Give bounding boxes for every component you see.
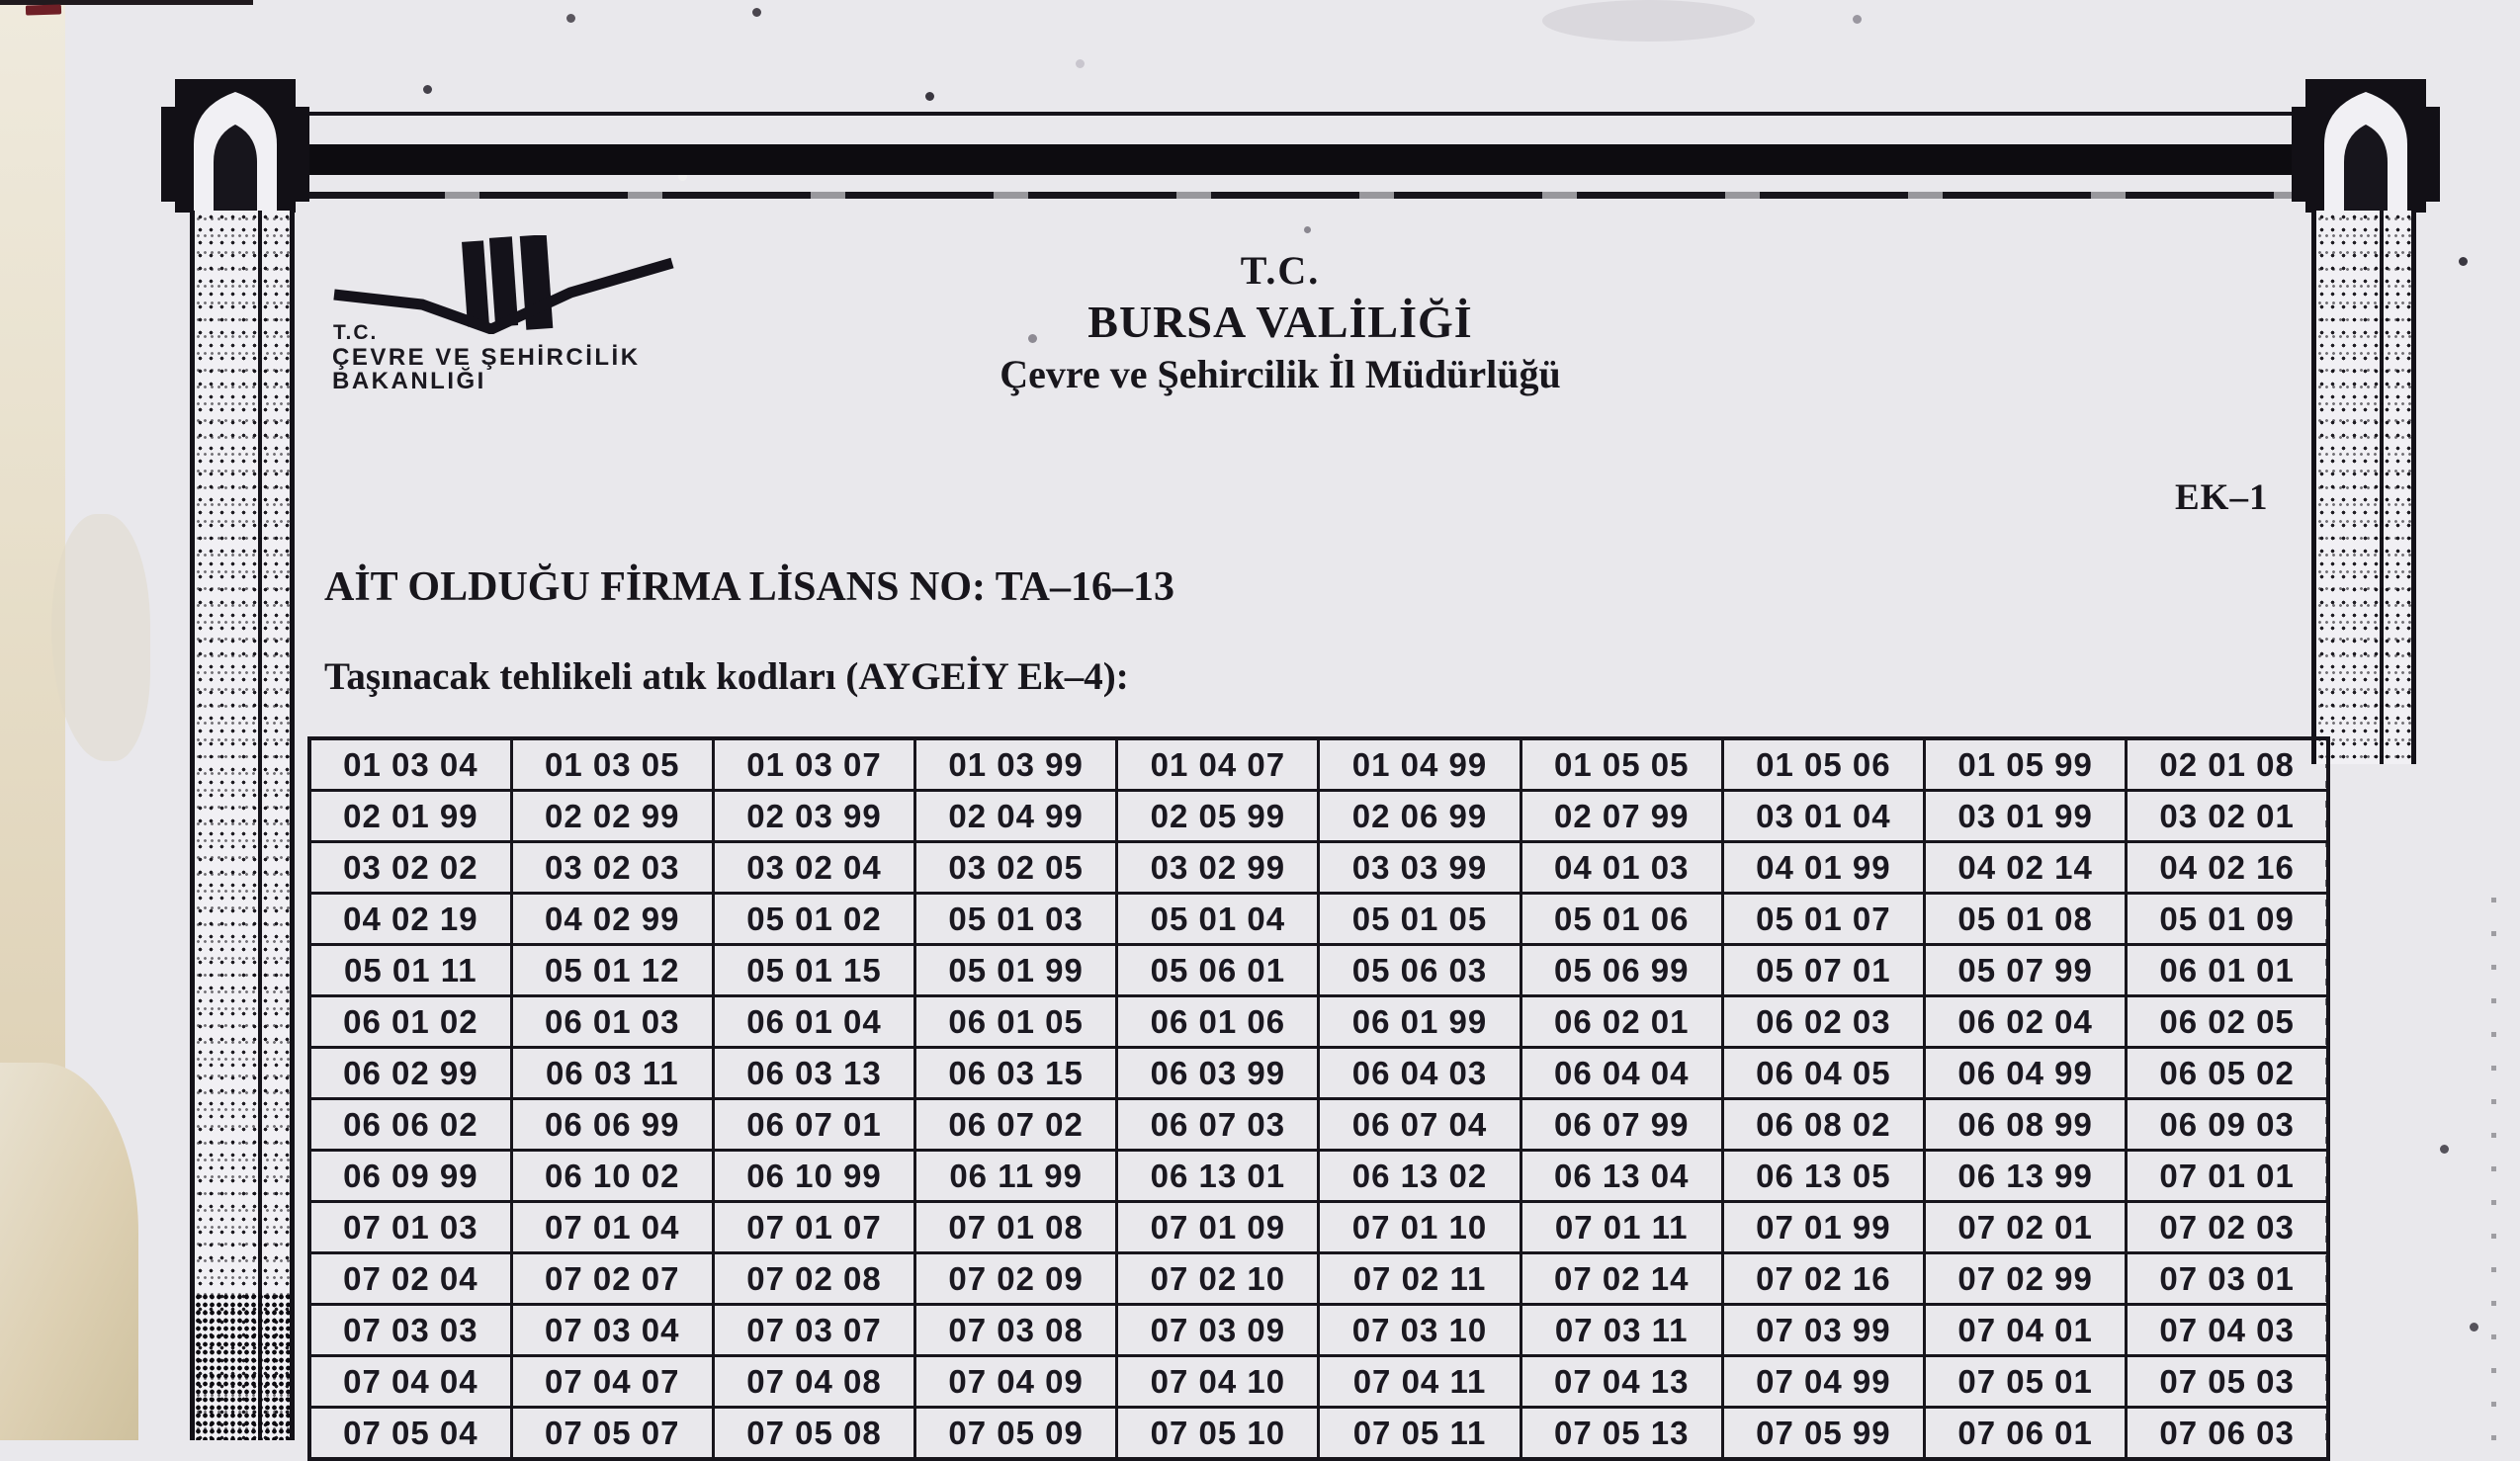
waste-code-cell: 06 01 01 — [2127, 945, 2328, 996]
right-edge-specks — [2491, 870, 2496, 1440]
waste-code-cell: 07 03 10 — [1319, 1305, 1521, 1356]
waste-code-cell: 07 01 99 — [1722, 1202, 1924, 1253]
waste-code-cell: 03 02 03 — [511, 842, 713, 894]
right-column-ornament-icon — [2292, 79, 2440, 213]
waste-code-cell: 07 05 13 — [1521, 1408, 1722, 1460]
waste-code-cell: 07 04 13 — [1521, 1356, 1722, 1408]
waste-code-cell: 02 07 99 — [1521, 791, 1722, 842]
waste-code-cell: 07 05 07 — [511, 1408, 713, 1460]
waste-code-row — [309, 1099, 2328, 1151]
waste-code-cell: 04 01 03 — [1521, 842, 1722, 894]
waste-code-cell: 06 08 99 — [1925, 1099, 2127, 1151]
ministry-logo-name-2: BAKANLIĞI — [332, 368, 486, 394]
waste-code-cell: 07 04 01 — [1925, 1305, 2127, 1356]
waste-code-cell: 07 02 99 — [1925, 1253, 2127, 1305]
waste-code-cell: 07 03 08 — [915, 1305, 1117, 1356]
waste-code-cell: 06 01 02 — [309, 996, 511, 1048]
waste-code-cell: 05 01 05 — [1319, 894, 1521, 945]
waste-code-cell: 06 07 99 — [1521, 1099, 1722, 1151]
waste-code-cell: 05 06 01 — [1117, 945, 1319, 996]
waste-code-cell: 07 05 09 — [915, 1408, 1117, 1460]
header-rule-top — [297, 112, 2296, 116]
waste-code-cell: 07 05 11 — [1319, 1408, 1521, 1460]
waste-code-cell: 07 04 03 — [2127, 1305, 2328, 1356]
waste-code-row — [309, 1202, 2328, 1253]
waste-code-cell: 05 01 03 — [915, 894, 1117, 945]
waste-code-cell: 05 06 99 — [1521, 945, 1722, 996]
waste-code-cell: 05 01 09 — [2127, 894, 2328, 945]
left-smudge — [51, 514, 150, 761]
waste-code-cell: 01 03 99 — [915, 738, 1117, 791]
waste-code-table — [307, 736, 2330, 1461]
waste-code-row — [309, 1253, 2328, 1305]
waste-code-cell: 07 01 10 — [1319, 1202, 1521, 1253]
waste-code-cell: 07 04 10 — [1117, 1356, 1319, 1408]
waste-code-cell: 05 01 02 — [713, 894, 914, 945]
waste-code-cell: 06 13 01 — [1117, 1151, 1319, 1202]
waste-code-cell: 06 04 04 — [1521, 1048, 1722, 1099]
right-column-shaft-ornament — [2311, 211, 2416, 764]
waste-code-cell: 06 01 05 — [915, 996, 1117, 1048]
waste-code-cell: 01 05 06 — [1722, 738, 1924, 791]
waste-code-cell: 05 01 08 — [1925, 894, 2127, 945]
waste-code-cell: 07 03 03 — [309, 1305, 511, 1356]
waste-code-cell: 06 01 99 — [1319, 996, 1521, 1048]
waste-code-cell: 07 02 01 — [1925, 1202, 2127, 1253]
waste-code-cell: 01 03 05 — [511, 738, 713, 791]
ministry-logo-icon — [331, 235, 692, 334]
waste-code-cell: 07 02 16 — [1722, 1253, 1924, 1305]
waste-code-cell: 05 06 03 — [1319, 945, 1521, 996]
waste-code-cell: 06 08 02 — [1722, 1099, 1924, 1151]
waste-code-cell: 07 06 03 — [2127, 1408, 2328, 1460]
waste-code-row — [309, 791, 2328, 842]
waste-code-cell: 07 02 07 — [511, 1253, 713, 1305]
waste-code-cell: 03 02 04 — [713, 842, 914, 894]
ministry-logo-name-1: ÇEVRE VE ŞEHİRCİLİK — [332, 344, 641, 371]
header-rule-bar — [295, 144, 2296, 175]
waste-code-cell: 06 01 06 — [1117, 996, 1319, 1048]
waste-code-cell: 07 02 09 — [915, 1253, 1117, 1305]
waste-code-cell: 07 02 08 — [713, 1253, 914, 1305]
waste-code-cell: 07 01 03 — [309, 1202, 511, 1253]
waste-code-cell: 07 02 11 — [1319, 1253, 1521, 1305]
waste-code-cell: 06 01 03 — [511, 996, 713, 1048]
waste-code-cell: 06 10 02 — [511, 1151, 713, 1202]
waste-code-cell: 04 02 99 — [511, 894, 713, 945]
waste-code-cell: 06 07 03 — [1117, 1099, 1319, 1151]
waste-code-cell: 06 11 99 — [915, 1151, 1117, 1202]
waste-code-cell: 05 01 06 — [1521, 894, 1722, 945]
waste-code-row — [309, 894, 2328, 945]
waste-code-cell: 05 01 99 — [915, 945, 1117, 996]
waste-code-cell: 07 03 11 — [1521, 1305, 1722, 1356]
waste-code-cell: 07 03 99 — [1722, 1305, 1924, 1356]
scan-smudge — [1542, 0, 1755, 42]
waste-code-cell: 06 06 02 — [309, 1099, 511, 1151]
waste-code-row — [309, 1305, 2328, 1356]
waste-code-cell: 02 01 08 — [2127, 738, 2328, 791]
waste-code-cell: 06 07 04 — [1319, 1099, 1521, 1151]
waste-code-cell: 02 01 99 — [309, 791, 511, 842]
document-title-directorate: Çevre ve Şehircilik İl Müdürlüğü — [999, 352, 1561, 396]
waste-code-cell: 06 07 01 — [713, 1099, 914, 1151]
waste-code-cell: 07 01 07 — [713, 1202, 914, 1253]
waste-code-cell: 06 09 99 — [309, 1151, 511, 1202]
waste-code-row — [309, 1048, 2328, 1099]
waste-code-cell: 07 05 01 — [1925, 1356, 2127, 1408]
waste-code-cell: 07 01 09 — [1117, 1202, 1319, 1253]
waste-code-row — [309, 1356, 2328, 1408]
waste-code-cell: 01 05 99 — [1925, 738, 2127, 791]
waste-code-cell: 05 07 99 — [1925, 945, 2127, 996]
waste-code-cell: 07 04 04 — [309, 1356, 511, 1408]
waste-code-cell: 05 01 04 — [1117, 894, 1319, 945]
document-title-governorship: BURSA VALİLİĞİ — [1087, 297, 1473, 347]
waste-code-cell: 01 03 04 — [309, 738, 511, 791]
waste-code-cell: 06 02 05 — [2127, 996, 2328, 1048]
codes-heading: Taşınacak tehlikeli atık kodları (AYGEİY Ek–4): — [324, 655, 1129, 698]
waste-code-cell: 06 13 02 — [1319, 1151, 1521, 1202]
waste-code-cell: 02 03 99 — [713, 791, 914, 842]
waste-code-cell: 06 02 03 — [1722, 996, 1924, 1048]
waste-code-cell: 04 02 14 — [1925, 842, 2127, 894]
waste-code-cell: 01 05 05 — [1521, 738, 1722, 791]
waste-code-cell: 06 03 99 — [1117, 1048, 1319, 1099]
document-title-tc: T.C. — [1240, 248, 1321, 293]
waste-code-cell: 07 04 11 — [1319, 1356, 1521, 1408]
waste-code-cell: 06 04 05 — [1722, 1048, 1924, 1099]
waste-code-cell: 06 13 99 — [1925, 1151, 2127, 1202]
waste-code-row — [309, 1408, 2328, 1460]
waste-code-cell: 07 01 08 — [915, 1202, 1117, 1253]
waste-code-cell: 02 06 99 — [1319, 791, 1521, 842]
waste-code-cell: 07 03 04 — [511, 1305, 713, 1356]
waste-code-cell: 06 07 02 — [915, 1099, 1117, 1151]
waste-code-cell: 06 03 13 — [713, 1048, 914, 1099]
waste-code-cell: 06 04 99 — [1925, 1048, 2127, 1099]
waste-code-cell: 07 03 07 — [713, 1305, 914, 1356]
waste-code-row — [309, 738, 2328, 791]
red-pen-mark-icon — [26, 4, 61, 15]
scan-specks — [0, 0, 5, 5]
waste-code-cell: 07 02 14 — [1521, 1253, 1722, 1305]
waste-code-table-body — [309, 738, 2328, 1459]
waste-code-cell: 01 04 99 — [1319, 738, 1521, 791]
waste-code-cell: 03 01 04 — [1722, 791, 1924, 842]
waste-code-cell: 07 03 09 — [1117, 1305, 1319, 1356]
waste-code-cell: 07 04 07 — [511, 1356, 713, 1408]
waste-code-cell: 07 05 04 — [309, 1408, 511, 1460]
waste-code-cell: 06 13 05 — [1722, 1151, 1924, 1202]
header-rule-bottom — [297, 192, 2296, 199]
bottom-left-stain — [0, 1063, 138, 1440]
license-line: AİT OLDUĞU FİRMA LİSANS NO: TA–16–13 — [324, 564, 1174, 610]
waste-code-cell: 03 02 01 — [2127, 791, 2328, 842]
waste-code-cell: 03 02 05 — [915, 842, 1117, 894]
waste-code-cell: 06 10 99 — [713, 1151, 914, 1202]
waste-code-cell: 02 04 99 — [915, 791, 1117, 842]
waste-code-cell: 07 01 04 — [511, 1202, 713, 1253]
waste-code-cell: 06 06 99 — [511, 1099, 713, 1151]
waste-code-cell: 05 01 12 — [511, 945, 713, 996]
waste-code-cell: 04 01 99 — [1722, 842, 1924, 894]
waste-code-cell: 03 02 99 — [1117, 842, 1319, 894]
left-column-ornament-icon — [161, 79, 309, 213]
waste-code-cell: 07 01 01 — [2127, 1151, 2328, 1202]
waste-code-cell: 06 02 04 — [1925, 996, 2127, 1048]
waste-code-cell: 07 05 99 — [1722, 1408, 1924, 1460]
waste-code-cell: 05 01 07 — [1722, 894, 1924, 945]
waste-code-cell: 02 05 99 — [1117, 791, 1319, 842]
waste-code-cell: 07 02 03 — [2127, 1202, 2328, 1253]
waste-code-cell: 07 05 10 — [1117, 1408, 1319, 1460]
waste-code-cell: 07 04 09 — [915, 1356, 1117, 1408]
waste-code-cell: 07 06 01 — [1925, 1408, 2127, 1460]
document-title-block — [850, 245, 1710, 401]
annex-label: EK–1 — [2175, 477, 2269, 518]
ministry-logo-tc: T.C. — [333, 321, 379, 344]
waste-code-cell: 06 03 11 — [511, 1048, 713, 1099]
waste-code-cell: 06 03 15 — [915, 1048, 1117, 1099]
waste-code-cell: 06 02 99 — [309, 1048, 511, 1099]
waste-code-cell: 06 01 04 — [713, 996, 914, 1048]
waste-code-cell: 01 04 07 — [1117, 738, 1319, 791]
waste-code-cell: 03 03 99 — [1319, 842, 1521, 894]
waste-code-cell: 07 02 10 — [1117, 1253, 1319, 1305]
waste-code-row — [309, 1151, 2328, 1202]
waste-code-cell: 07 01 11 — [1521, 1202, 1722, 1253]
waste-code-row — [309, 842, 2328, 894]
left-column-shaft-ornament — [190, 211, 295, 1440]
waste-code-cell: 07 02 04 — [309, 1253, 511, 1305]
waste-code-cell: 01 03 07 — [713, 738, 914, 791]
waste-code-cell: 03 02 02 — [309, 842, 511, 894]
waste-code-cell: 06 13 04 — [1521, 1151, 1722, 1202]
waste-code-cell: 06 09 03 — [2127, 1099, 2328, 1151]
waste-code-cell: 07 05 08 — [713, 1408, 914, 1460]
waste-code-cell: 06 04 03 — [1319, 1048, 1521, 1099]
waste-code-cell: 05 01 11 — [309, 945, 511, 996]
waste-code-cell: 07 05 03 — [2127, 1356, 2328, 1408]
waste-code-cell: 05 07 01 — [1722, 945, 1924, 996]
waste-code-cell: 07 03 01 — [2127, 1253, 2328, 1305]
waste-code-cell: 07 04 08 — [713, 1356, 914, 1408]
waste-code-row — [309, 996, 2328, 1048]
waste-code-row — [309, 945, 2328, 996]
waste-code-cell: 04 02 16 — [2127, 842, 2328, 894]
waste-code-cell: 02 02 99 — [511, 791, 713, 842]
waste-code-cell: 07 04 99 — [1722, 1356, 1924, 1408]
waste-code-cell: 03 01 99 — [1925, 791, 2127, 842]
waste-code-cell: 06 02 01 — [1521, 996, 1722, 1048]
waste-code-cell: 05 01 15 — [713, 945, 914, 996]
waste-code-cell: 04 02 19 — [309, 894, 511, 945]
waste-code-cell: 06 05 02 — [2127, 1048, 2328, 1099]
